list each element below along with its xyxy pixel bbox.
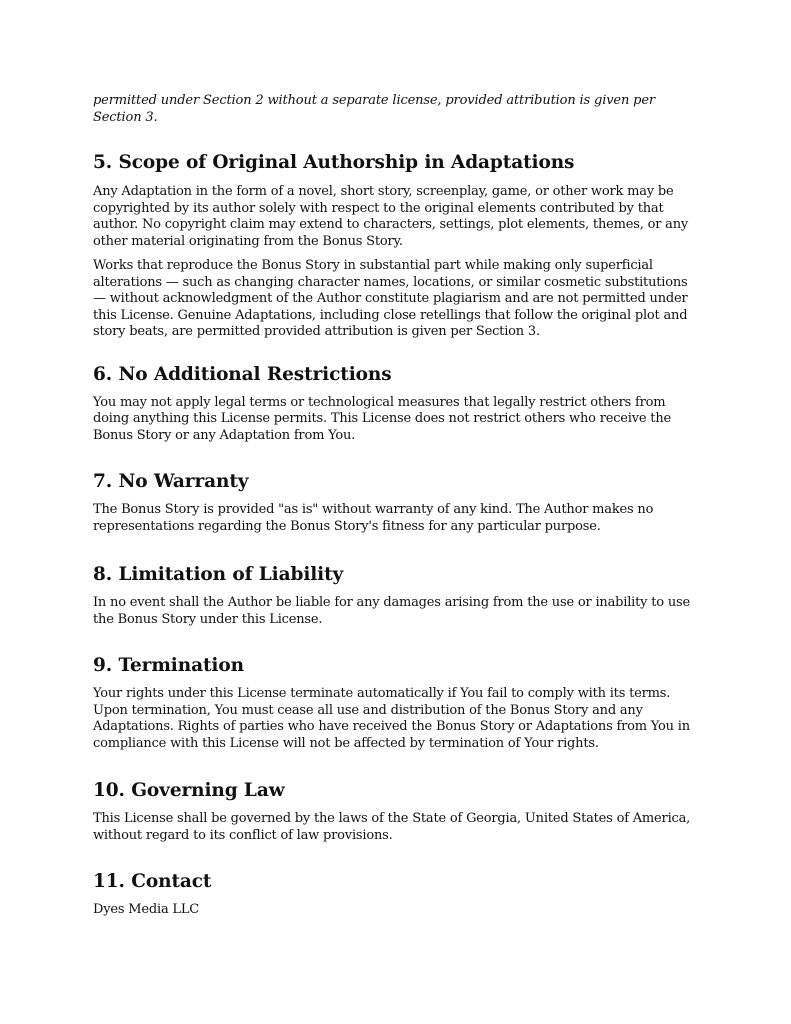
section-paragraph: The Bonus Story is provided "as is" without warranty of any kind. The Author makes no representations regarding the Bonus Story's fitness for any particular purpose. (93, 502, 654, 534)
section-paragraph: Any Adaptation in the form of a novel, short story, screenplay, game, or other work may be copyrighted by its author solely with respect to the original elements contributed by that author. No copyright claim may extend to characters, settings, plot elements, themes, or any other material originating from the Bonus Story. (93, 184, 689, 249)
section-paragraph: You may not apply legal terms or technological measures that legally restrict others from doing anything this License permits. This License does not restrict others who receive the Bonus Story or any Adaptation from You. (93, 394, 671, 443)
section-heading: 6. No Additional Restrictions (93, 363, 392, 385)
section-8-limitation-of-liability (93, 564, 703, 628)
section-6-no-additional-restrictions (93, 364, 703, 445)
section-11-contact (93, 871, 703, 919)
intro-continuation-text: permitted under Section 2 without a separate license, provided attribution is given per Section 3. (93, 93, 655, 125)
section-9-termination (93, 655, 703, 752)
section-heading: 9. Termination (93, 655, 244, 676)
section-heading: 11. Contact (93, 871, 212, 892)
section-10-governing-law (93, 780, 703, 844)
section-7-no-warranty (93, 471, 703, 535)
section-heading: 8. Limitation of Liability (93, 564, 344, 585)
section-heading: 5. Scope of Original Authorship in Adaptations (93, 152, 575, 173)
section-paragraph: Your rights under this License terminate automatically if You fail to comply with its terms. Upon termination, You must cease all use and distribution of the Bonus Story and any Adaptations. Rights of parties who have received the Bonus Story or Adaptations from You in compliance with this License will not be affected by termination of Your rights. (93, 686, 690, 751)
section-heading: 7. No Warranty (93, 471, 249, 492)
contact-name: Dyes Media LLC (93, 902, 200, 917)
section-heading: 10. Governing Law (93, 780, 285, 801)
document-page (93, 92, 703, 941)
section-paragraph: In no event shall the Author be liable for any damages arising from the use or inability to use the Bonus Story under this License. (93, 595, 690, 627)
section-paragraph: Works that reproduce the Bonus Story in substantial part while making only superficial alterations — such as changing character names, locations, or similar cosmetic substitutions — without acknowledgment of the Author constitute plagiarism and are not permitted under this License. Genuine Adaptations, including close retellings that follow the original plot and story beats, are permitted provided attribution is given per Section 3. (93, 258, 688, 339)
section-paragraph: This License shall be governed by the laws of the State of Georgia, United States of America, without regard to its conflict of law provisions. (93, 811, 691, 843)
section-5-scope-of-original-authorship (93, 152, 703, 341)
